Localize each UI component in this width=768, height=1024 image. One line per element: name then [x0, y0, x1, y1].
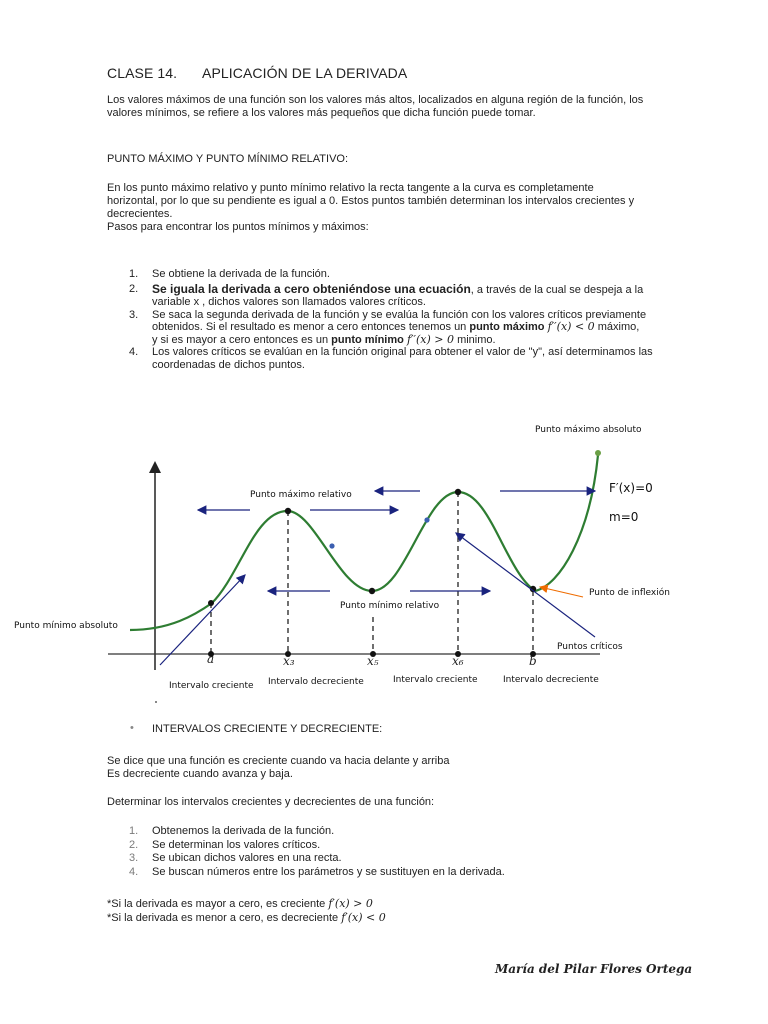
page-title [107, 65, 408, 81]
para-line: decrecientes. [107, 208, 173, 220]
para-line: En los punto máximo relativo y punto mínimo relativo la recta tangente a la curva es completamente [107, 182, 594, 194]
label-critical: Puntos críticos [557, 642, 623, 652]
tick-x5: x₅ [367, 654, 379, 668]
formula-min: f′′(x) > 0 [406, 332, 454, 346]
list-number: 3. [129, 308, 139, 321]
list-text: Se determinan los valores críticos. [152, 838, 321, 851]
list-bold-text: Se iguala la derivada a cero obteniéndose una ecuación [152, 281, 471, 296]
steps-list [107, 268, 667, 371]
relative-min-point [369, 588, 375, 594]
list-number: 4. [129, 346, 139, 358]
class-title: APLICACIÓN DE LA DERIVADA [202, 65, 408, 81]
list-number: 4. [129, 865, 139, 878]
class-number: CLASE 14. [107, 65, 178, 81]
label-rel-min: Punto mínimo relativo [340, 601, 440, 611]
list-item [107, 866, 667, 880]
definition-line: Es decreciente cuando avanza y baja. [107, 768, 293, 780]
label-interval-1: Intervalo creciente [169, 681, 254, 691]
label-fprime: F′(x)=0 [609, 481, 653, 495]
tick-a: a [207, 652, 215, 666]
list-item [107, 268, 667, 281]
label-m: m=0 [609, 510, 639, 524]
tick-b: b [529, 654, 537, 668]
absolute-peak-point [455, 489, 461, 495]
list-item [107, 346, 667, 371]
inflection-dot [424, 517, 429, 522]
list-text: y si es mayor a cero entonces es un [152, 333, 332, 346]
list-number: 3. [129, 852, 139, 864]
section1-paragraph [107, 182, 667, 234]
list-text: obtenidos. Si el resultado es menor a cero entonces tenemos un [152, 321, 470, 333]
steps-label: Pasos para encontrar los puntos mínimos y máximos: [107, 221, 369, 233]
label-abs-max: Punto máximo absoluto [535, 425, 642, 435]
point-on-curve-a [208, 600, 214, 606]
definitions [107, 755, 449, 781]
list-text: , a través de la cual se despeja a la [470, 283, 644, 296]
list-item [107, 309, 667, 347]
intro-paragraph: Los valores máximos de una función son los valores más altos, localizados en alguna región de la función, los valores mínimos, se refiere a los valores más pequeños que dicha función puede tomar. [107, 94, 644, 119]
label-abs-min: Punto mínimo absoluto [14, 621, 118, 631]
formula-decreciente: f′(x) < 0 [341, 911, 386, 924]
inflection-arrow [540, 587, 583, 597]
signature: María del Pilar Flores Ortega [495, 962, 693, 976]
section1-heading: PUNTO MÁXIMO Y PUNTO MÍNIMO RELATIVO: [107, 153, 349, 165]
punto-minimo-bold: punto mínimo [331, 333, 404, 346]
label-interval-2: Intervalo decreciente [268, 677, 364, 687]
list-item [107, 825, 667, 839]
list-text: Los valores críticos se evalúan en la función original para obtener el valor de "y", así determinamos las [152, 346, 653, 358]
notes [107, 897, 386, 925]
list-text: minimo. [457, 333, 496, 346]
tick-x6: x₆ [452, 654, 464, 668]
note-text: *Si la derivada es mayor a cero, es creciente [107, 898, 329, 910]
bullet-icon: • [130, 722, 134, 734]
label-rel-max: Punto máximo relativo [250, 490, 352, 500]
note-line [107, 911, 386, 925]
tick-x3: x₃ [283, 654, 295, 668]
tangent-arrow [160, 575, 245, 665]
absolute-max-point [595, 450, 601, 456]
list-text: Se buscan números entre los parámetros y se sustituyen en la derivada. [152, 865, 505, 878]
label-inflection: Punto de inflexión [589, 588, 670, 598]
list-item [107, 839, 667, 853]
list-number: 1. [129, 268, 139, 280]
list-item [107, 283, 667, 309]
list-item [107, 852, 667, 866]
bullet-text: INTERVALOS CRECIENTE Y DECRECIENTE: [152, 723, 383, 735]
list-number: 1. [129, 825, 139, 837]
relative-max-point [285, 508, 291, 514]
label-interval-4: Intervalo decreciente [503, 675, 599, 685]
interval-steps-list [107, 825, 667, 879]
list-text: Obtenemos la derivada de la función. [152, 825, 335, 837]
formula-creciente: f′(x) > 0 [328, 897, 373, 910]
punto-maximo-bold: punto máximo [469, 321, 545, 333]
list-text: Se saca la segunda derivada de la función y se evalúa la función con los valores críticos previamente [152, 308, 647, 321]
list-text: coordenadas de dichos puntos. [152, 358, 305, 371]
note-line [107, 897, 386, 911]
formula-max: f′′(x) < 0 [547, 320, 595, 333]
list-text: Se obtiene la derivada de la función. [152, 268, 330, 280]
label-interval-3: Intervalo creciente [393, 675, 478, 685]
stray-dot [155, 701, 157, 703]
list-text: variable x , dichos valores son llamados valores críticos. [152, 296, 426, 308]
list-number: 2. [129, 282, 139, 295]
derivative-diagram [0, 415, 768, 710]
inflection-dot [329, 543, 334, 548]
y-axis-arrow [149, 461, 161, 473]
list-text: Se ubican dichos valores en una recta. [152, 852, 342, 864]
para-line: horizontal, por lo que su pendiente es igual a 0. Estos puntos también determinan los intervalos crecientes y [107, 195, 635, 207]
definition-line: Se dice que una función es creciente cuando va hacia delante y arriba [107, 755, 450, 767]
list-number: 2. [129, 838, 139, 851]
note-text: *Si la derivada es menor a cero, es decreciente [107, 912, 342, 924]
task-text: Determinar los intervalos crecientes y decrecientes de una función: [107, 796, 435, 808]
list-text: máximo, [597, 321, 640, 333]
